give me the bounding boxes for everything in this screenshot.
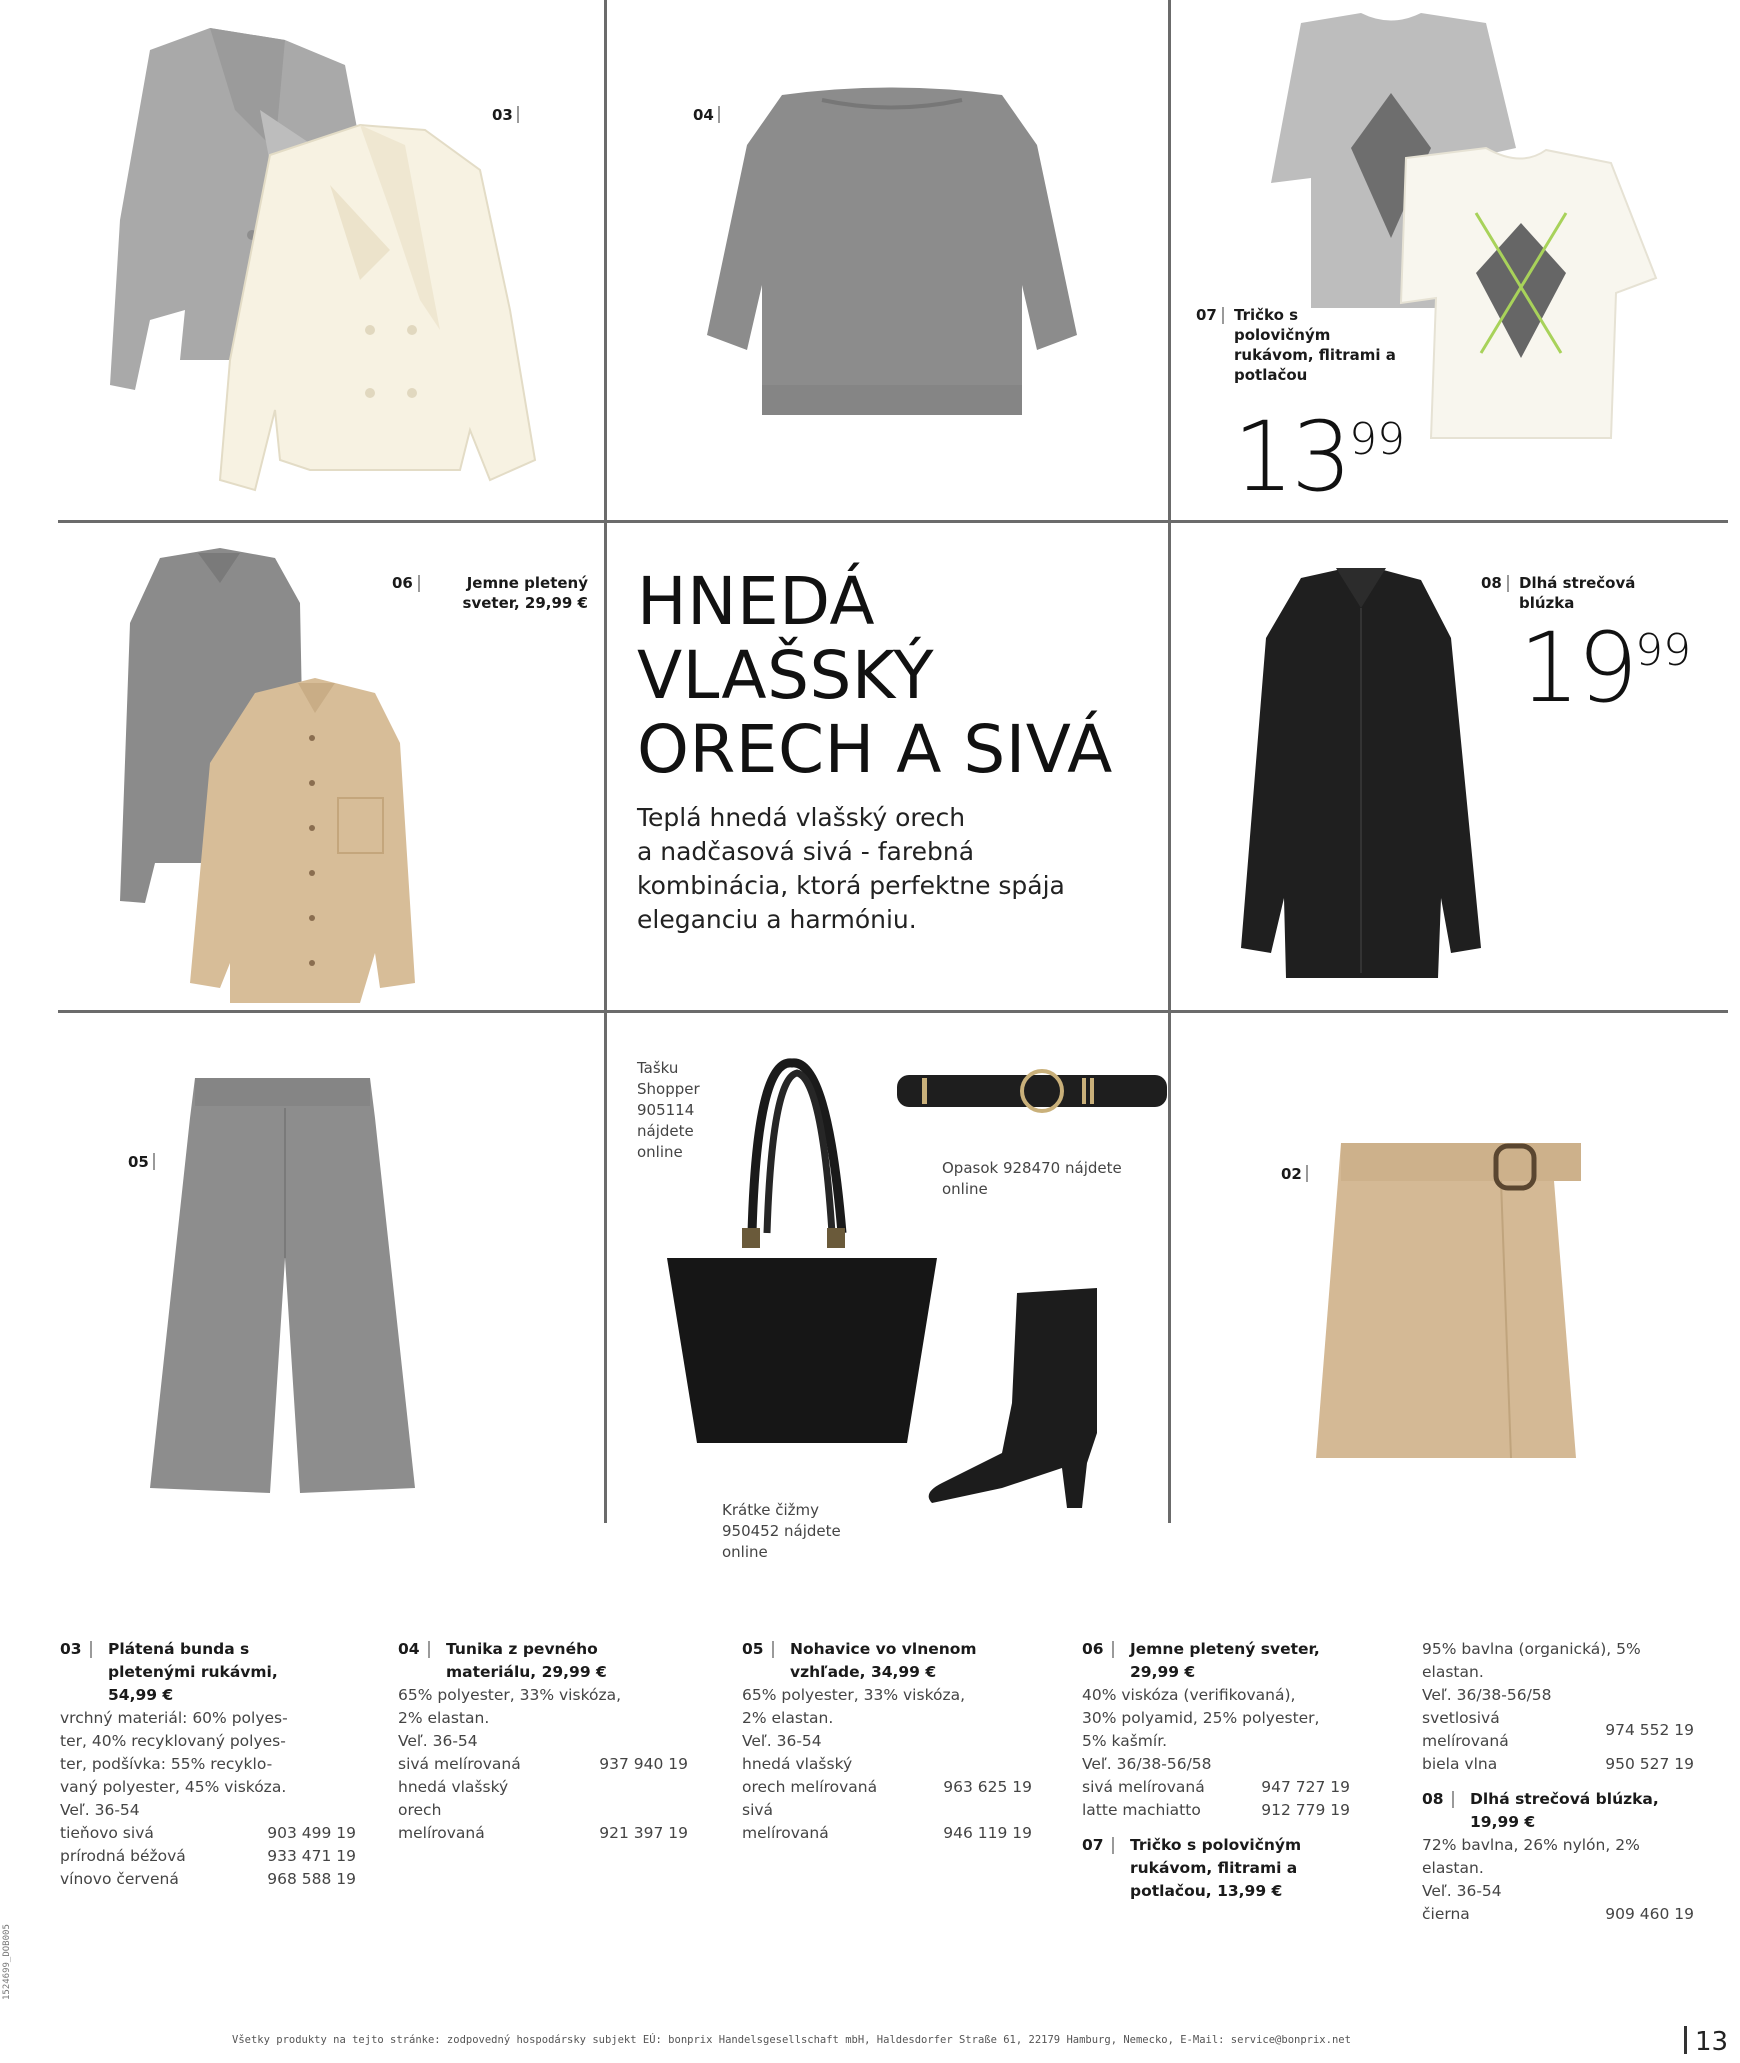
- product-tile-07[interactable]: [1171, 0, 1740, 520]
- product-detail-06-07: 06 Jemne pletený sveter, 29,99 € 40% viskóza (verifikovaná), 30% polyamid, 25% polyester, 5% kašmír. Veľ. 36/38-56/58 sivá melírovaná 947 727 19 latte machiatto 912 779 19 07 Tričko s polovičným rukávom, flitrami a potlačou, 13,99 €: [1082, 1638, 1372, 1903]
- product-tile-02[interactable]: [1171, 1013, 1740, 1523]
- vertical-catalog-code: 1524699_DOB005: [2, 1924, 12, 2000]
- variant-row: sivá melírovaná 947 727 19: [1082, 1778, 1350, 1796]
- feature-text-block: [637, 565, 1157, 937]
- jacket-image: [60, 10, 580, 500]
- skirt-image: [1311, 1138, 1601, 1468]
- product-label-08: 08 Dlhá strečová blúzka: [1481, 574, 1636, 612]
- variant-row: biela vlna 950 527 19: [1422, 1755, 1694, 1773]
- variant-row: tieňovo sivá 903 499 19: [60, 1824, 356, 1842]
- variant-row: vínovo červená 968 588 19: [60, 1870, 356, 1888]
- variant-row: hnedá vlašský orech melírovaná 963 625 19: [742, 1755, 1032, 1796]
- product-code-label: 02: [1281, 1165, 1314, 1183]
- headline: HNEDÁ VLAŠSKÝ ORECH A SIVÁ: [637, 563, 1113, 788]
- legal-footer: Všetky produkty na tejto stránke: zodpovedný hospodársky subjekt EÚ: bonprix Handelsgesellschaft mbH, Haldesdorfer Straße 61, 22179 Hamburg, Nemecko, E-Mail: service@bonprix.net: [232, 2034, 1351, 2046]
- product-code-label: 04: [693, 106, 726, 124]
- variant-row: sivá melírovaná 946 119 19: [742, 1801, 1032, 1842]
- belt-image[interactable]: [892, 1063, 1172, 1123]
- product-label-06: 06 Jemne pletený sveter, 29,99 €: [392, 574, 588, 612]
- belt-note: Opasok 928470 nájdete online: [942, 1159, 1122, 1198]
- bag-note: Tašku Shopper 905114 nájdete online: [637, 1059, 700, 1161]
- tunic-image: [692, 85, 1092, 425]
- product-detail-07-08: 95% bavlna (organická), 5% elastan. Veľ. 36/38-56/58 svetlosivá melírovaná 974 552 19 biela vlna 950 527 19 08 Dlhá strečová blúzka, 19,99 € 72% bavlna, 26% nylón, 2% elastan. Veľ. 36-54 čierna 909 460 19: [1422, 1638, 1694, 1926]
- lead-paragraph: Teplá hnedá vlašský orech a nadčasová sivá - farebná kombinácia, ktorá perfektne spája eleganciu a harmóniu.: [637, 803, 1065, 934]
- product-code-label: 03: [492, 106, 525, 124]
- trousers-image: [150, 1078, 420, 1498]
- price-07: 1399: [1233, 401, 1406, 513]
- blouse-image: [1226, 568, 1496, 988]
- variant-row: svetlosivá melírovaná 974 552 19: [1422, 1709, 1694, 1750]
- variant-row: latte machiatto 912 779 19: [1082, 1801, 1350, 1819]
- variant-row: sivá melírovaná 937 940 19: [398, 1755, 688, 1773]
- accessories-tile: [607, 1013, 1168, 1561]
- variant-row: prírodná béžová 933 471 19: [60, 1847, 356, 1865]
- product-detail-04: 04 Tunika z pevného materiálu, 29,99 € 65% polyester, 33% viskóza, 2% elastan. Veľ. 36-54 sivá melírovaná 937 940 19 hnedá vlašský orech melírovaná 921 397 19: [398, 1638, 688, 1845]
- product-detail-03: 03 Plátená bunda s pletenými rukávmi, 54,99 € vrchný materiál: 60% polyes- ter, 40% recyklovaný polyes- ter, podšívka: 55% recyklo- vaný polyester, 45% viskóza. Veľ. 36-54 tieňovo sivá 903 499 19 prírodná béžová 933 471 19 vínovo červená 968 588 19: [60, 1638, 356, 1891]
- ankle-boot-image[interactable]: [922, 1283, 1122, 1513]
- product-label-07: 07 Tričko s polovičným rukávom, flitrami a potlačou: [1196, 306, 1396, 384]
- page-number: 13: [1684, 2026, 1728, 2057]
- product-tile-04[interactable]: [607, 0, 1168, 520]
- product-tile-03[interactable]: [0, 0, 604, 520]
- variant-row: hnedá vlašský orech melírovaná 921 397 19: [398, 1778, 688, 1842]
- price-08: 1999: [1519, 612, 1692, 724]
- boots-note: Krátke čižmy 950452 nájdete online: [722, 1501, 841, 1561]
- product-tile-05[interactable]: [0, 1013, 604, 1523]
- product-tile-06[interactable]: [0, 523, 604, 1010]
- product-tile-08[interactable]: [1171, 523, 1740, 1010]
- product-detail-05: 05 Nohavice vo vlnenom vzhľade, 34,99 € 65% polyester, 33% viskóza, 2% elastan. Veľ. 36-54 hnedá vlašský orech melírovaná 963 625 19 sivá melírovaná 946 119 19: [742, 1638, 1032, 1845]
- product-code-label: 05: [128, 1153, 161, 1171]
- variant-row: čierna 909 460 19: [1422, 1905, 1694, 1923]
